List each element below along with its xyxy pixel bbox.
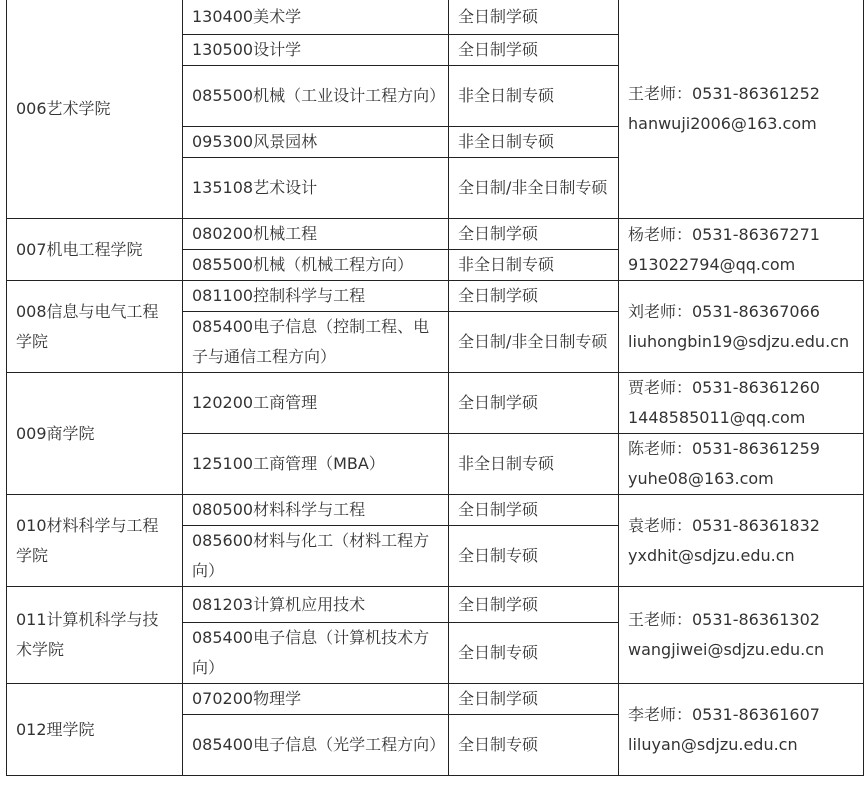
degree-type-cell: 全日制专硕 <box>449 526 619 587</box>
contact-phone: 李老师：0531-86361607 <box>628 704 820 724</box>
degree-type-cell: 全日制学硕 <box>449 587 619 623</box>
program-cell: 085400电子信息（控制工程、电子与通信工程方向） <box>183 312 449 373</box>
program-cell: 095300风景园林 <box>183 127 449 158</box>
contact-cell <box>619 587 864 684</box>
contact-phone: 王老师：0531-86361252 <box>628 83 820 103</box>
admissions-table <box>6 0 864 776</box>
contact-phone: 杨老师：0531-86367271 <box>628 224 820 244</box>
program-cell: 070200物理学 <box>183 684 449 715</box>
degree-type-cell: 非全日制专硕 <box>449 127 619 158</box>
table-row <box>7 587 864 623</box>
contact-cell <box>619 373 864 434</box>
degree-type-cell: 全日制学硕 <box>449 684 619 715</box>
degree-type-cell: 非全日制专硕 <box>449 434 619 495</box>
degree-type-cell: 全日制专硕 <box>449 623 619 684</box>
college-cell: 008信息与电气工程学院 <box>7 281 183 373</box>
program-cell: 130400美术学 <box>183 0 449 35</box>
college-cell: 006艺术学院 <box>7 0 183 219</box>
college-cell: 010材料科学与工程学院 <box>7 495 183 587</box>
table-row <box>7 281 864 312</box>
contact-phone: 袁老师：0531-86361832 <box>628 515 820 535</box>
degree-type-cell: 全日制专硕 <box>449 715 619 776</box>
program-cell: 130500设计学 <box>183 35 449 66</box>
contact-phone: 刘老师：0531-86367066 <box>628 301 820 321</box>
program-cell: 120200工商管理 <box>183 373 449 434</box>
degree-type-cell: 全日制学硕 <box>449 281 619 312</box>
program-cell: 085600材料与化工（材料工程方向） <box>183 526 449 587</box>
contact-cell <box>619 219 864 281</box>
program-cell: 085500机械（机械工程方向） <box>183 250 449 281</box>
program-cell: 080500材料科学与工程 <box>183 495 449 526</box>
contact-email: liluyan@sdjzu.edu.cn <box>628 734 798 754</box>
college-cell: 009商学院 <box>7 373 183 495</box>
contact-email: yuhe08@163.com <box>628 469 774 488</box>
degree-type-cell: 全日制/非全日制专硕 <box>449 312 619 373</box>
contact-cell <box>619 281 864 373</box>
program-cell: 081203计算机应用技术 <box>183 587 449 623</box>
program-cell: 081100控制科学与工程 <box>183 281 449 312</box>
college-cell: 012理学院 <box>7 684 183 776</box>
table-row <box>7 495 864 526</box>
contact-email: 913022794@qq.com <box>628 254 796 274</box>
contact-cell <box>619 0 864 219</box>
contact-cell <box>619 434 864 495</box>
table-row <box>7 219 864 250</box>
program-cell: 085400电子信息（光学工程方向） <box>183 715 449 776</box>
degree-type-cell: 非全日制专硕 <box>449 66 619 127</box>
contact-cell <box>619 684 864 776</box>
contact-phone: 王老师：0531-86361302 <box>628 610 820 629</box>
contact-phone: 贾老师：0531-86361260 <box>628 378 820 397</box>
degree-type-cell: 全日制学硕 <box>449 0 619 35</box>
program-cell: 085500机械（工业设计工程方向） <box>183 66 449 127</box>
table-row <box>7 684 864 715</box>
contact-email: liuhongbin19@sdjzu.edu.cn <box>628 331 850 351</box>
degree-type-cell: 全日制/非全日制专硕 <box>449 158 619 219</box>
table-row <box>7 373 864 434</box>
degree-type-cell: 全日制学硕 <box>449 495 619 526</box>
program-cell: 080200机械工程 <box>183 219 449 250</box>
program-cell: 085400电子信息（计算机技术方向） <box>183 623 449 684</box>
contact-cell <box>619 495 864 587</box>
degree-type-cell: 全日制学硕 <box>449 35 619 66</box>
college-cell: 011计算机科学与技术学院 <box>7 587 183 684</box>
contact-email: 1448585011@qq.com <box>628 408 806 427</box>
degree-type-cell: 全日制学硕 <box>449 373 619 434</box>
degree-type-cell: 非全日制专硕 <box>449 250 619 281</box>
table-row <box>7 0 864 35</box>
program-cell: 125100工商管理（MBA） <box>183 434 449 495</box>
degree-type-cell: 全日制学硕 <box>449 219 619 250</box>
contact-email: hanwuji2006@163.com <box>628 113 817 133</box>
contact-email: yxdhit@sdjzu.edu.cn <box>628 545 795 565</box>
program-cell: 135108艺术设计 <box>183 158 449 219</box>
contact-phone: 陈老师：0531-86361259 <box>628 439 820 458</box>
college-cell: 007机电工程学院 <box>7 219 183 281</box>
contact-email: wangjiwei@sdjzu.edu.cn <box>628 640 825 659</box>
